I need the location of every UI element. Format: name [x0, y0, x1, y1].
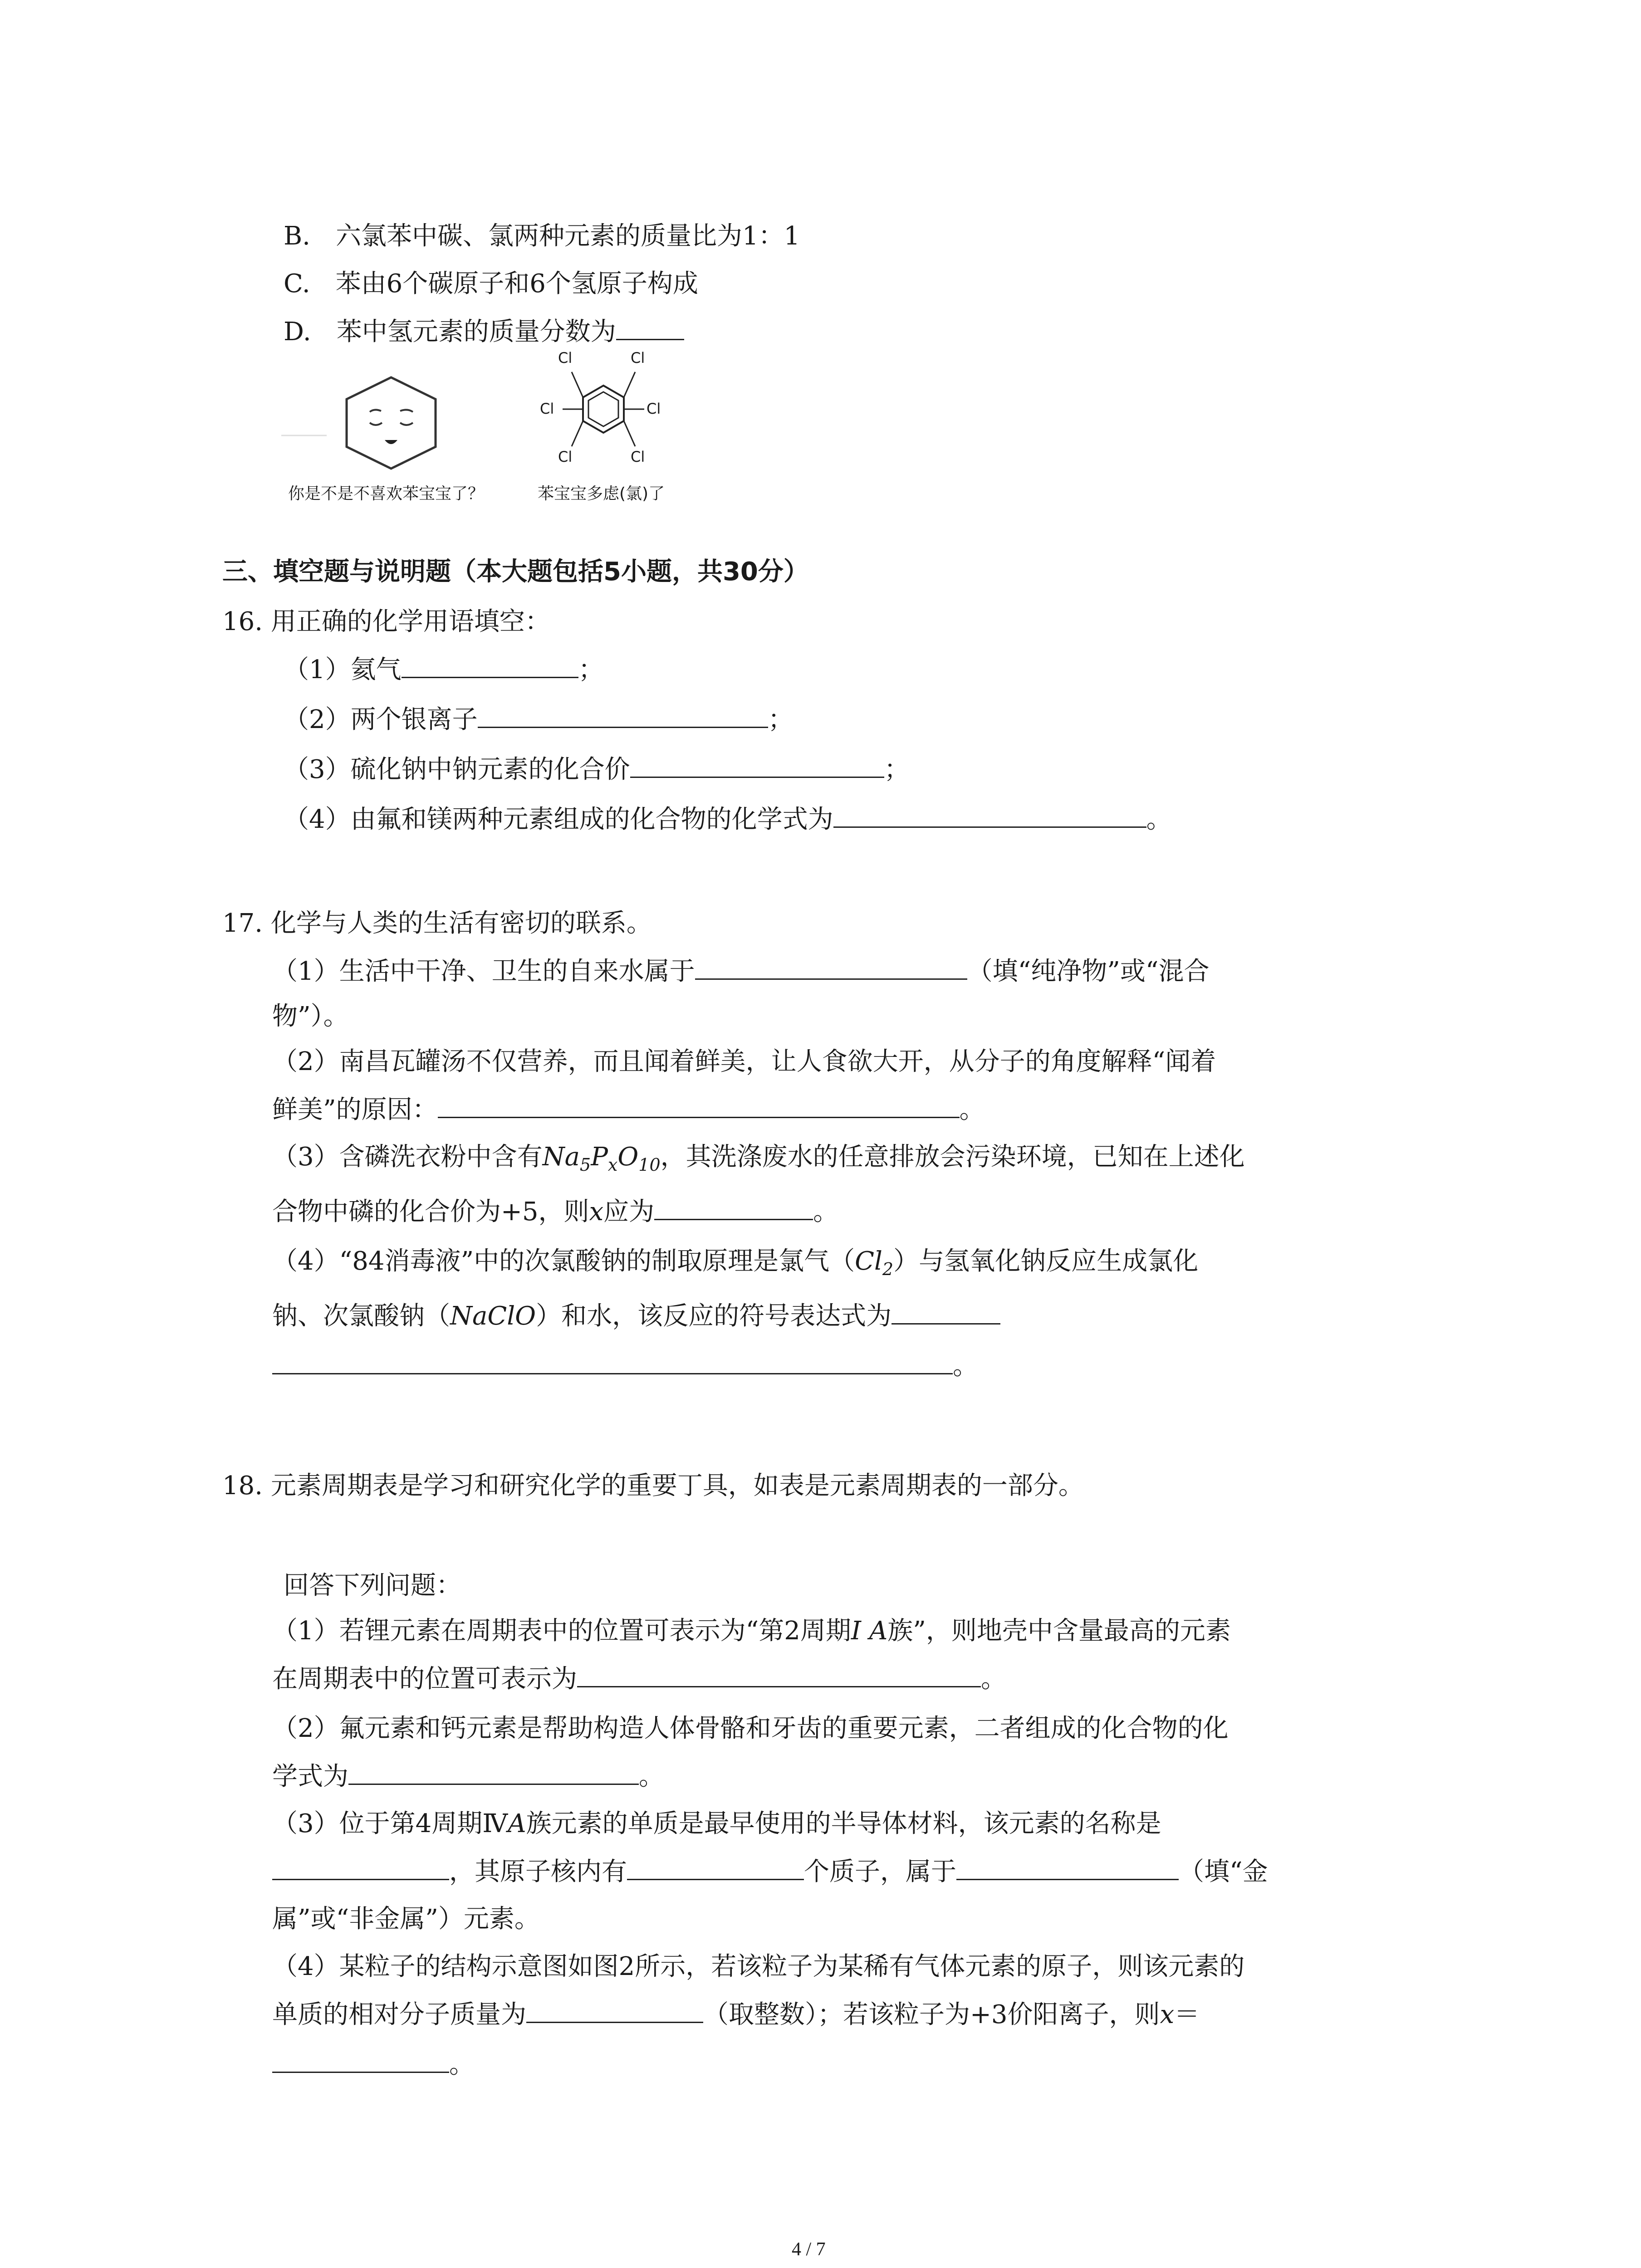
- q18-part-3: （3）位于第4周期ⅣA族元素的单质是最早使用的半导体材料，该元素的名称是: [272, 1809, 1161, 1838]
- q17-part-4-cont: 钠、次氯酸钠（NaClO）和水，该反应的符号表达式为: [272, 1300, 1000, 1333]
- q18-part-3-cont2: 属”或“非金属”）元素。: [272, 1904, 540, 1934]
- answer-blank[interactable]: [630, 753, 884, 778]
- section-heading: 三、填空题与说明题（本大题包括5小题，共30分）: [222, 557, 809, 587]
- cl-label: Cl: [540, 400, 554, 417]
- q17-part-1: （1）生活中干净、卫生的自来水属于 （填“纯净物”或“混合: [272, 955, 1210, 988]
- answer-blank[interactable]: [833, 803, 1146, 828]
- q18-part-3-cont: ，其原子核内有 个质子，属于 （填“金: [272, 1855, 1268, 1888]
- q17-part-2: （2）南昌瓦罐汤不仅营养，而且闻着鲜美，让人食欲大开，从分子的角度解释“闻着: [272, 1047, 1216, 1076]
- q18-part-4-blank-line: 。: [272, 2048, 475, 2081]
- answer-blank[interactable]: [348, 1760, 639, 1785]
- cl-label: Cl: [631, 349, 645, 367]
- q17-part-3: （3）含磷洗衣粉中含有$Na_5P_xO_{10}$，其洗涤废水的任意排放会污染环境，已知在上述化: [272, 1142, 1245, 1175]
- answer-blank[interactable]: [478, 703, 768, 728]
- q18-part-1-cont: 在周期表中的位置可表示为 。: [272, 1662, 1006, 1696]
- q17-part-4-blank-line: 。: [272, 1349, 978, 1383]
- answer-blank[interactable]: [892, 1300, 1000, 1325]
- q16-part-4: （4）由氟和镁两种元素组成的化合物的化学式为 。: [284, 803, 1172, 836]
- q15-option-c: C. 苯由6个碳原子和6个氢原子构成: [284, 269, 698, 298]
- q18-part-2: （2）氟元素和钙元素是帮助构造人体骨骼和牙齿的重要元素，二者组成的化合物的化: [272, 1714, 1229, 1743]
- answer-blank[interactable]: [695, 955, 967, 980]
- q18-part-2-cont: 学式为 。: [272, 1760, 664, 1793]
- q18-part-1: （1）若锂元素在周期表中的位置可表示为“第2周期I A族”，则地壳中含量最高的元素: [272, 1616, 1231, 1646]
- cl-label: Cl: [647, 400, 661, 417]
- q17-part-2-cont: 鲜美”的原因： 。: [272, 1093, 985, 1126]
- answer-blank[interactable]: [627, 1855, 804, 1880]
- q18-part-4-cont: 单质的相对分子质量为 （取整数）；若该粒子为+3价阳离子，则x＝: [272, 1998, 1200, 2031]
- answer-blank[interactable]: [402, 653, 578, 678]
- answer-blank[interactable]: [272, 1349, 953, 1374]
- hexachlorobenzene-structure: [522, 345, 685, 481]
- q15-option-d: D. 苯中氢元素的质量分数为: [284, 315, 684, 348]
- answer-blank[interactable]: [577, 1662, 981, 1687]
- q17-part-4: （4）“84消毒液”中的次氯酸钠的制取原理是氯气$(Cl_2)$与氢氧化钠反应生成氯化: [272, 1246, 1199, 1279]
- q15-option-b: B. 六氯苯中碳、氯两种元素的质量比为1：1: [284, 221, 800, 251]
- cl-label: Cl: [631, 448, 645, 465]
- q17-stem: 17. 化学与人类的生活有密切的联系。: [222, 909, 652, 938]
- answer-blank[interactable]: [616, 315, 684, 340]
- q17-part-1-cont: 物”）。: [272, 1002, 349, 1031]
- figure-caption-right: 苯宝宝多虑(氯)了: [538, 484, 665, 503]
- q17-part-3-cont: 合物中磷的化合价为+5，则x应为 。: [272, 1195, 838, 1228]
- benzene-face-icon: [272, 372, 472, 476]
- q18-part-4: （4）某粒子的结构示意图如图2所示，若该粒子为某稀有气体元素的原子，则该元素的: [272, 1952, 1245, 1981]
- answer-blank[interactable]: [272, 1855, 449, 1880]
- q16-stem: 16. 用正确的化学用语填空：: [222, 607, 550, 636]
- q16-part-1: （1）氦气 ；: [284, 653, 604, 686]
- cl-label: Cl: [558, 349, 573, 367]
- page-number: 4 / 7: [792, 2239, 826, 2260]
- answer-blank[interactable]: [438, 1093, 960, 1118]
- formula-na5pxo10: $Na_5P_xO_{10}$: [542, 1142, 661, 1175]
- figure-caption-left: 你是不是不喜欢苯宝宝了？: [288, 484, 485, 503]
- answer-blank[interactable]: [526, 1998, 703, 2023]
- q16-part-3: （3）硫化钠中钠元素的化合价 ；: [284, 753, 910, 786]
- q18-prompt: 回答下列问题：: [284, 1571, 461, 1600]
- answer-blank[interactable]: [956, 1855, 1179, 1880]
- cl-label: Cl: [558, 448, 573, 465]
- answer-blank[interactable]: [654, 1195, 813, 1220]
- q16-part-2: （2）两个银离子 ；: [284, 703, 794, 736]
- q18-stem: 18. 元素周期表是学习和研究化学的重要丁具，如表是元素周期表的一部分。: [222, 1471, 1084, 1501]
- answer-blank[interactable]: [272, 2048, 449, 2073]
- benzene-emoji-figure: [272, 372, 472, 476]
